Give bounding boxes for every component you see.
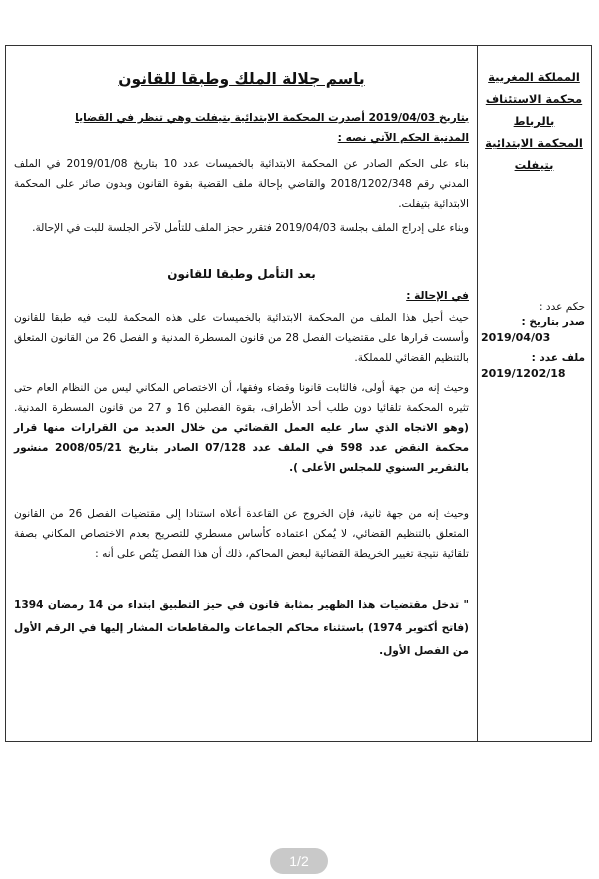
- appeal-court-label: محكمة الاستئناف: [485, 92, 583, 106]
- paragraph-4: [14, 378, 469, 478]
- city-label: بالرباط: [513, 114, 555, 128]
- paragraph-3: حيث أحيل هذا الملف من المحكمة الابتدائية بالخميسات على هذه المحكمة للبت فيه طبقا للقانون وأسست قرارها على مقتضيات الفصل 28 من قانون المسطرة المدنية و الفصل 26 من القانون المتعلق بالتنظيم القضائي للمملكة.: [14, 312, 469, 364]
- side-column: [477, 46, 591, 741]
- judgment-number-label: حكم عدد :: [539, 301, 585, 313]
- court-header: [483, 66, 585, 176]
- issued-date-value: 2019/04/03: [481, 331, 551, 344]
- town-label: بتيفلت: [514, 158, 554, 172]
- kingdom-label: المملكة المغربية: [488, 70, 580, 84]
- judgment-body: [6, 46, 477, 741]
- case-meta: [481, 301, 585, 388]
- file-number-value: 2019/1202/18: [481, 367, 566, 380]
- judgment-title: باسم جلالة الملك وطبقا للقانون: [118, 70, 365, 88]
- judgment-frame: [5, 45, 592, 742]
- page-indicator[interactable]: 1/2: [270, 848, 328, 874]
- quoted-provision: " تدخل مقتضيات هذا الظهير بمثابة قانون في حيز التطبيق ابتداء من 14 رمضان 1394 (فاتح أكتوبر 1974) باستثناء محاكم الجماعات والمقاطعات المشار إليها في الرقم الأول من الفصل الأول.: [14, 599, 470, 657]
- paragraph-2: وبناء على إدراج الملف بجلسة 2019/04/03 فتقرر حجز الملف للتأمل لآخر الجلسة للبت في الإحالة.: [32, 222, 469, 234]
- first-instance-label: المحكمة الابتدائية: [485, 136, 583, 150]
- intro-line-1: بتاريخ 2019/04/03 أصدرت المحكمة الابتدائية بتيفلت وهي تنظر في القضايا: [75, 112, 469, 124]
- intro-line-2: المدنية الحكم الآتي نصه :: [337, 132, 469, 144]
- paragraph-1: بناء على الحكم الصادر عن المحكمة الابتدائية بالخميسات عدد 10 بتاريخ 2019/01/08 في الملف المدني رقم 2018/1202/348 والقاضي بإحالة ملف القضية بقوة القانون وبدون صائر على المحكمة الابتدائية بتيفلت.: [14, 158, 469, 210]
- paragraph-4-bold: (وهو الاتجاه الذي سار عليه العمل القضائي من خلال العديد من القرارات منها قرار محكمة النقض عدد 598 في الملف عدد 07/128 الصادر بتاريخ 2008/05/21 منشور بالتقرير السنوي للمجلس الأعلى ).: [14, 422, 470, 474]
- deliberation-heading: بعد التأمل وطبقا للقانون: [167, 267, 316, 281]
- referral-heading: في الإحالة :: [406, 290, 469, 302]
- paragraph-5: وحيث إنه من جهة ثانية، فإن الخروج عن القاعدة أعلاه استنادا إلى مقتضيات الفصل 26 من القانون المتعلق بالتنظيم القضائي، لا يُمكن اعتماده كأساس مسطري للتصريح بعدم الاختصاص المكاني بصفة تلقائية نتيجة تغيير الخريطة القضائية لبعض المحاكم، ذلك أن هذا الفصل يَنُص على أنه :: [14, 508, 470, 560]
- file-number-label: ملف عدد :: [531, 352, 585, 364]
- issued-date-label: صدر بتاريخ :: [521, 316, 585, 328]
- intro-block: [14, 108, 469, 148]
- paragraph-4-plain: وحيث إنه من جهة أولى، فالثابت قانونا وقضاء وفقها، أن الاختصاص المكاني ليس من النظام العام حتى تثيره المحكمة تلقائيا دون طلب أحد الأطراف، بقوة الفصلين 16 و 27 من قانون المسطرة المدنية.: [14, 382, 469, 414]
